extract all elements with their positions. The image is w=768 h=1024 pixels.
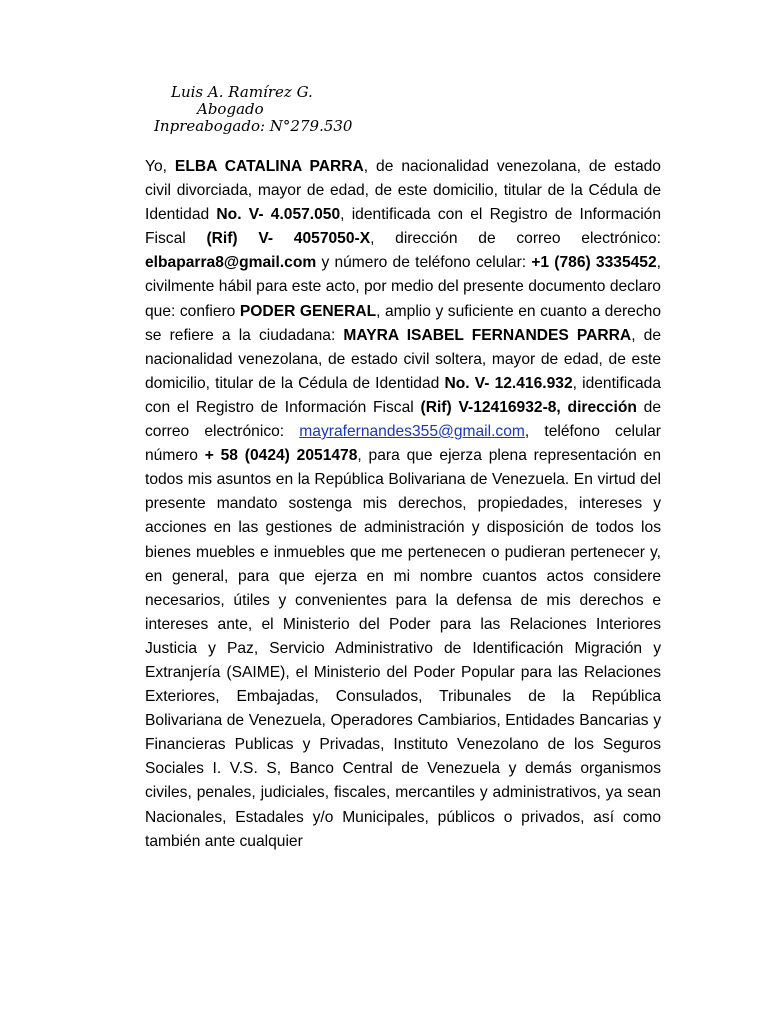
text-segment: Yo, xyxy=(145,158,175,175)
attorney-name: MAYRA ISABEL FERNANDES PARRA xyxy=(343,326,632,344)
text-segment: y número de teléfono celular: xyxy=(316,254,532,272)
grantor-id-number: No. V- 4.057.050 xyxy=(216,206,341,224)
power-of-attorney-body xyxy=(145,155,661,854)
text-segment: , para que ejerza plena representación en todos mis asuntos en la República Bolivariana de Venezuela. En virtud del presente mandato sostenga mis derechos, propiedades, intereses y acciones en las gestiones de administración y disposición de todos los bienes muebles e inmuebles que me pertenecen o pudieran pertenecer y, en general, para que ejerza en mi nombre cuantos actos considere necesarios, útiles y convenientes para la defensa de mis derechos e intereses ante, el Ministerio del Poder para las Relaciones Interiores Justicia y Paz, Servicio Administrativo de Identificación Migración y Extranjería (SAIME), el Ministerio del Poder Popular para las Relaciones Exteriores, Embajadas, Consulados, Tribunales de la República Bolivariana de Venezuela, Operadores Cambiarios, Entidades Bancarias y Financieras Publicas y Privadas, Instituto Venezolano de los Seguros Sociales I. V.S. S, Banco Central de Venezuela y demás organismos civiles, penales, judiciales, fiscales, mercantiles y administrativos, ya sean Nacionales, Estadales y/o Municipales, públicos o privados, así como también ante cualquier xyxy=(145,447,662,850)
grantor-name: ELBA CATALINA PARRA xyxy=(174,158,364,175)
lawyer-name: Luis A. Ramírez G. xyxy=(171,83,313,101)
power-type: PODER GENERAL xyxy=(239,302,377,320)
text-segment: , dirección de correo electrónico: xyxy=(370,230,662,248)
text-segment: , civilmente hábil para este acto, por medio del presente documento declaro que: confiero xyxy=(145,254,661,320)
letterhead xyxy=(150,83,353,135)
attorney-email-link[interactable]: mayrafernandes355@gmail.com xyxy=(299,423,525,441)
text-segment: , amplio y suficiente en cuanto a derecho se refiere a la ciudadana: xyxy=(145,302,661,344)
lawyer-title: Abogado xyxy=(197,100,264,118)
grantor-email: elbaparra8@gmail.com xyxy=(145,254,317,272)
text-segment: , de nacionalidad venezolana, de estado civil soltera, mayor de edad, de este domicilio, titular de la Cédula de Identidad xyxy=(145,326,661,392)
text-segment: , de nacionalidad venezolana, de estado civil divorciada, mayor de edad, de este domicilio, titular de la Cédula de Identidad xyxy=(145,158,661,224)
text-segment: , identificada con el Registro de Información Fiscal xyxy=(145,374,661,416)
attorney-id-number: No. V- 12.416.932 xyxy=(444,374,573,392)
text-segment: de correo electrónico: xyxy=(145,398,661,441)
grantor-rif: (Rif) V- 4057050-X xyxy=(206,230,371,248)
attorney-phone: + 58 (0424) 2051478 xyxy=(204,447,358,465)
attorney-rif: (Rif) V-12416932-8, dirección xyxy=(420,398,637,416)
grantor-phone: +1 (786) 3335452 xyxy=(531,254,657,272)
lawyer-registration: Inpreabogado: N°279.530 xyxy=(154,117,353,135)
text-segment: , teléfono celular número xyxy=(145,423,661,465)
text-segment: , identificada con el Registro de Información Fiscal xyxy=(145,206,661,248)
